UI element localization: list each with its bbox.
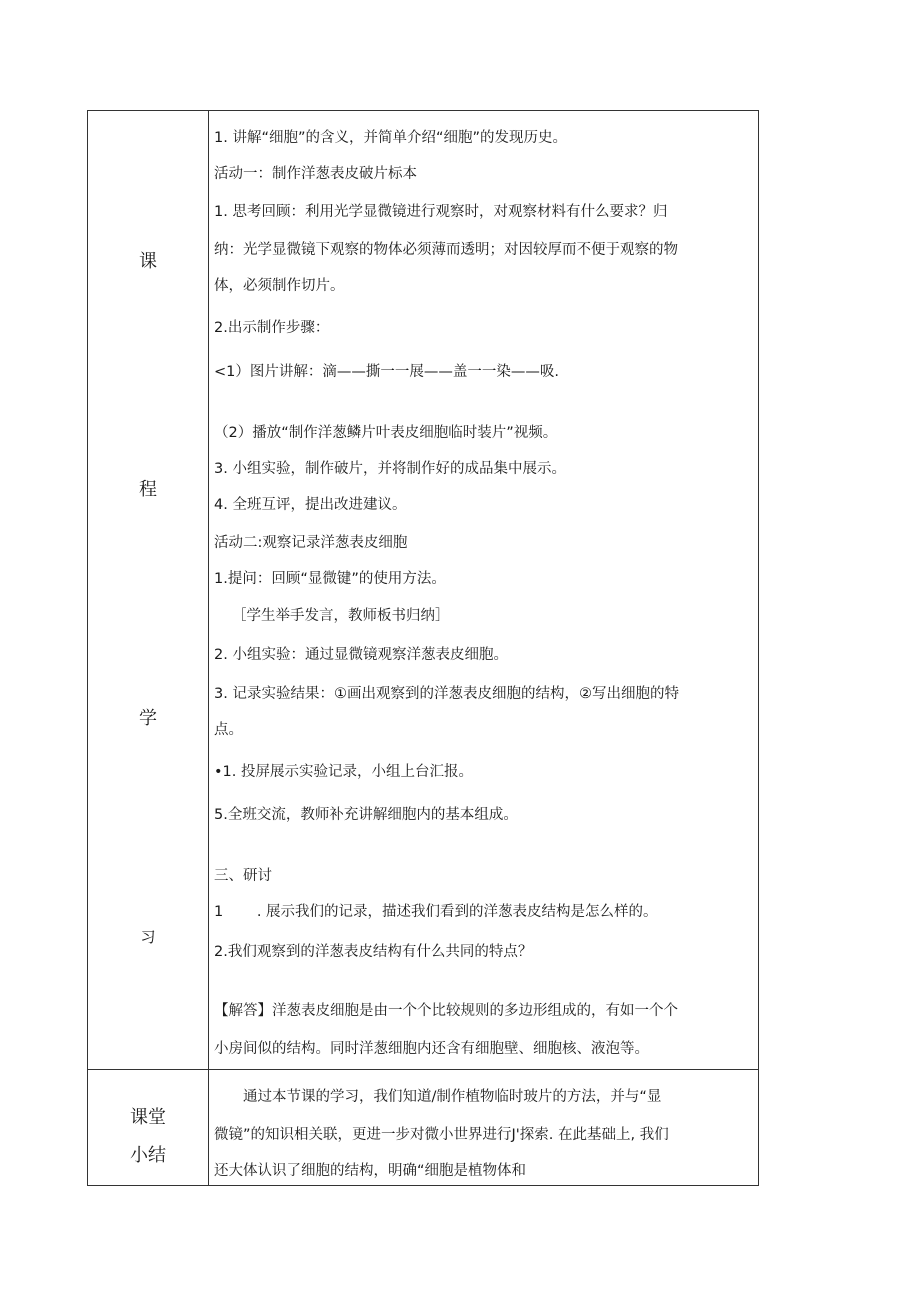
content-line: 1.提问：回顾“显微键”的使用方法。: [214, 571, 446, 587]
content-line: 1 . 展示我们的记录，描述我们看到的洋葱表皮结构是怎么样的。: [214, 904, 658, 920]
content-line: 三、研讨: [214, 868, 272, 884]
content-line: 4. 全班互评，提出改进建议。: [214, 497, 407, 513]
content-line: <1）图片讲解：滴——撕一一展——盖一一染——吸.: [214, 364, 559, 380]
content-line: 纳：光学显微镜下观察的物体必须薄而透明；对因较厚而不便于观察的物: [214, 242, 678, 258]
summary-line: 还大体认识了细胞的结构，明确“细胞是植物体和: [214, 1163, 527, 1179]
label-ke: 课: [139, 251, 157, 272]
content-line: 1. 讲解“细胞”的含义，并简单介绍“细胞”的发现历史。: [214, 130, 567, 146]
content-line: •1. 投屏展示实验记录，小组上台汇报。: [214, 764, 473, 780]
label-cheng: 程: [139, 479, 157, 500]
label-summary-2: 小结: [130, 1145, 166, 1166]
content-line: 3. 小组实验，制作破片，并将制作好的成品集中展示。: [214, 461, 566, 477]
content-line: 活动二:观察记录洋葱表皮细胞: [214, 535, 408, 551]
content-line: 2.出示制作步骤：: [214, 320, 330, 336]
label-xue: 学: [139, 708, 157, 729]
row-divider: [88, 1069, 758, 1070]
content-line: 小房间似的结构。同时洋葱细胞内还含有细胞壁、细胞核、液泡等。: [214, 1041, 649, 1057]
content-line: 3. 记录实验结果：①画出观察到的洋葱表皮细胞的结构，②写出细胞的特: [214, 686, 679, 702]
label-summary-1: 课堂: [130, 1107, 166, 1128]
column-divider: [208, 111, 209, 1185]
content-line: 【解答】洋葱表皮细胞是由一个个比较规则的多边形组成的，有如一个个: [214, 1003, 678, 1019]
lesson-table: [87, 110, 759, 1186]
content-line: 2. 小组实验：通过显微镜观察洋葱表皮细胞。: [214, 647, 508, 663]
summary-line: 微镜”的知识相关联，更进一步对微小世界进行J'探索. 在此基础上, 我们: [214, 1127, 669, 1143]
content-line: （2）播放“制作洋葱鳞片叶表皮细胞临时装片”视频。: [214, 425, 558, 441]
label-xi: 习: [140, 928, 156, 946]
content-line: 5.全班交流，教师补充讲解细胞内的基本组成。: [214, 807, 518, 823]
content-line: 1. 思考回顾：利用光学显微镜进行观察时，对观察材料有什么要求？归: [214, 204, 668, 220]
content-line: 活动一：制作洋葱表皮破片标本: [214, 166, 417, 182]
content-line: ［学生举手发言，教师板书归纳］: [232, 608, 450, 624]
content-line: 2.我们观察到的洋葱表皮结构有什么共同的特点？: [214, 944, 533, 960]
content-line: 体，必须制作切片。: [214, 278, 345, 294]
summary-line: 通过本节课的学习，我们知道/制作植物临时玻片的方法，并与“显: [214, 1089, 662, 1105]
content-line: 点。: [214, 722, 243, 738]
